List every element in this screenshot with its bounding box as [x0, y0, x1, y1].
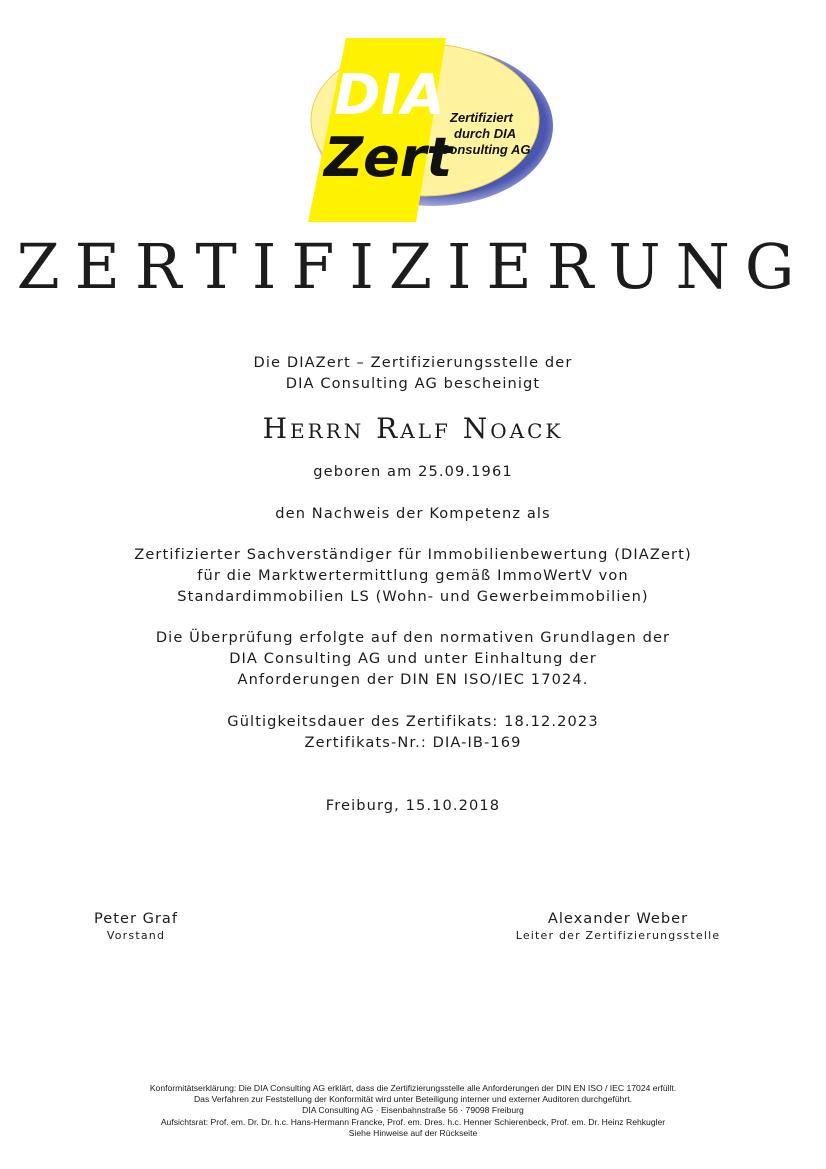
intro-line-1: Die DIAZert – Zertifizierungsstelle der	[253, 354, 573, 371]
logo-tagline-line1: Zertifiziert	[450, 110, 513, 125]
logo-tagline-line2: durch DIA	[454, 126, 517, 141]
footer-line-1: Konformitätserklärung: Die DIA Consulting AG erklärt, dass die Zertifizierungsstelle alle Anforderungen der DIN EN ISO / IEC 17024 erfüllt.	[149, 1083, 677, 1093]
logo-tagline-line3: Consulting AG	[440, 142, 531, 157]
signatory-right-role: Leiter der Zertifizierungsstelle	[515, 929, 721, 942]
intro-line-2: DIA Consulting AG bescheinigt	[285, 375, 541, 392]
certificate-number: Zertifikats-Nr.: DIA-IB-169	[304, 734, 522, 751]
validity-date: Gültigkeitsdauer des Zertifikats: 18.12.2023	[227, 713, 599, 730]
footer	[0, 1083, 826, 1139]
verification-block	[0, 627, 826, 690]
diazert-logo	[288, 36, 558, 226]
place-date	[0, 795, 826, 816]
footer-line-2: Das Verfahren zur Feststellung der Konformität wird unter Beteiligung interner und externer Auditoren durchgeführt.	[193, 1094, 633, 1105]
intro-block	[0, 352, 826, 394]
signatory-left-name: Peter Graf	[94, 910, 178, 927]
signatory-left-role: Vorstand	[106, 929, 166, 942]
validity-block	[0, 711, 826, 753]
footer-line-5: Siehe Hinweise auf der Rückseite	[348, 1127, 478, 1138]
competence-line: den Nachweis der Kompetenz als	[275, 505, 551, 522]
signatory-right	[498, 910, 738, 942]
qualification-block	[0, 544, 826, 607]
place-date-line: Freiburg, 15.10.2018	[325, 797, 501, 814]
competence-intro	[0, 503, 826, 524]
logo-zert-text: Zert	[324, 126, 453, 189]
recipient-name: Herrn Ralf Noack	[262, 412, 564, 445]
qualification-line-1: Zertifizierter Sachverständiger für Immobilienbewertung (DIAZert)	[134, 546, 692, 563]
qualification-line-3: Standardimmobilien LS (Wohn- und Gewerbeimmobilien)	[177, 588, 649, 605]
footer-line-4: Aufsichtsrat: Prof. em. Dr. Dr. h.c. Hans-Hermann Francke, Prof. em. Dres. h.c. Henner Schierenbeck, Prof. em. Dr. Heinz Rehkugler	[160, 1116, 666, 1127]
qualification-line-2: für die Marktwertermittlung gemäß ImmoWertV von	[197, 567, 629, 584]
verification-line-3: Anforderungen der DIN EN ISO/IEC 17024.	[237, 671, 589, 688]
diazert-seal-graphic	[288, 36, 558, 226]
birth-line: geboren am 25.09.1961	[313, 463, 513, 480]
birth-date	[0, 461, 826, 482]
verification-line-1: Die Überprüfung erfolgte auf den normativen Grundlagen der	[155, 629, 671, 646]
signatory-right-name: Alexander Weber	[547, 910, 689, 927]
footer-line-3: DIA Consulting AG · Eisenbahnstraße 56 · 79098 Freiburg	[302, 1105, 524, 1116]
certificate-title: ZERTIFIZIERUNG	[16, 230, 810, 303]
verification-line-2: DIA Consulting AG und unter Einhaltung der	[229, 650, 597, 667]
logo-dia-text: DIA	[334, 63, 445, 128]
signatory-left	[56, 910, 216, 942]
